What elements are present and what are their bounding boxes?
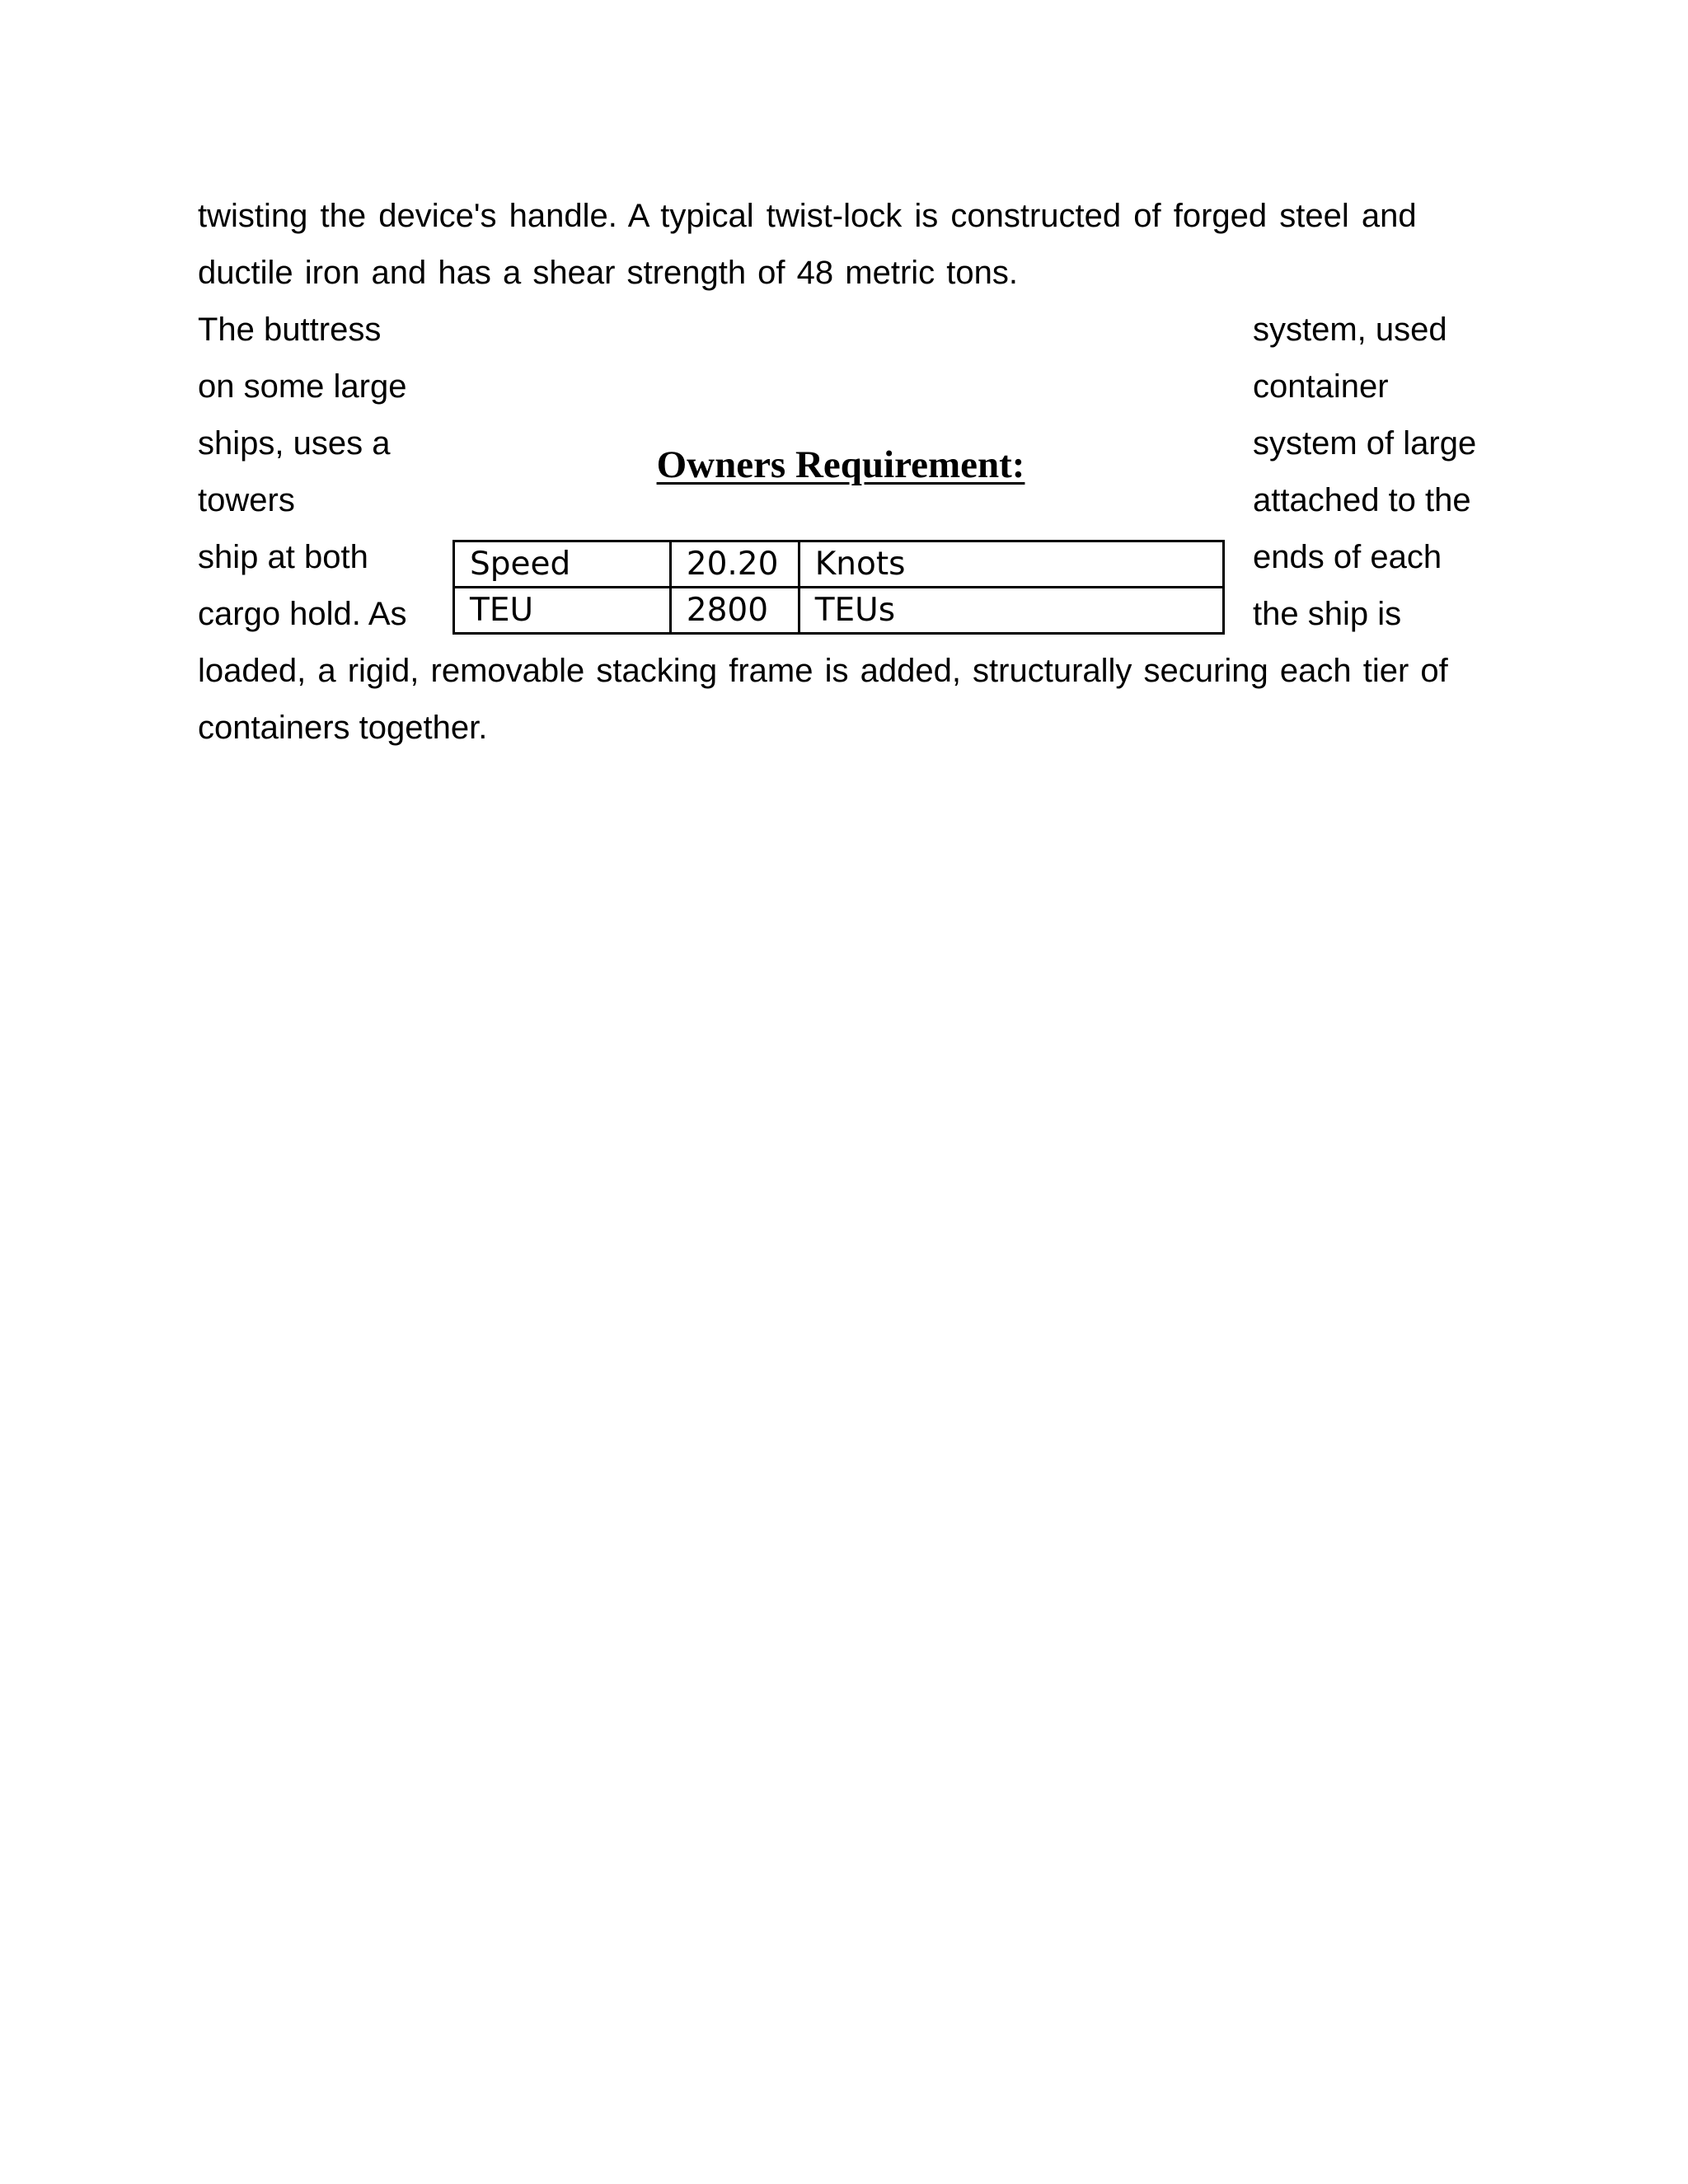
wrapped-text-left: The buttress (198, 312, 382, 348)
unit-cell: Knots (799, 541, 1223, 588)
wrapped-text-left: towers (198, 482, 295, 518)
parameter-cell: Speed (454, 541, 671, 588)
owners-requirement-table (452, 540, 1225, 635)
table-row (454, 588, 1224, 634)
wrapped-text-left: cargo hold. As (198, 596, 407, 632)
paragraph-line: containers together. (198, 710, 488, 746)
paragraph-line: ductile iron and has a shear strength of 48 metric tons. (198, 255, 1018, 291)
paragraph-line: loaded, a rigid, removable stacking frame is added, structurally securing each tier of (198, 653, 1448, 689)
table-row (454, 541, 1224, 588)
wrapped-text-right: attached to the (1253, 482, 1471, 518)
parameter-cell: TEU (454, 588, 671, 634)
value-cell: 20.20 (670, 541, 799, 588)
value-cell: 2800 (670, 588, 799, 634)
wrapped-text-left: ship at both (198, 539, 368, 575)
unit-cell: TEUs (799, 588, 1223, 634)
wrapped-text-left: ships, uses a (198, 425, 391, 462)
wrapped-text-right: system, used (1253, 312, 1447, 348)
table-title: Owners Requirement: (656, 443, 1025, 486)
wrapped-text-right: container (1253, 368, 1389, 405)
wrapped-text-right: ends of each (1253, 539, 1442, 575)
paragraph-line: twisting the device's handle. A typical twist-lock is constructed of forged steel and (198, 198, 1417, 234)
wrapped-text-left: on some large (198, 368, 407, 405)
wrapped-text-right: the ship is (1253, 596, 1402, 632)
wrapped-text-right: system of large (1253, 425, 1477, 462)
